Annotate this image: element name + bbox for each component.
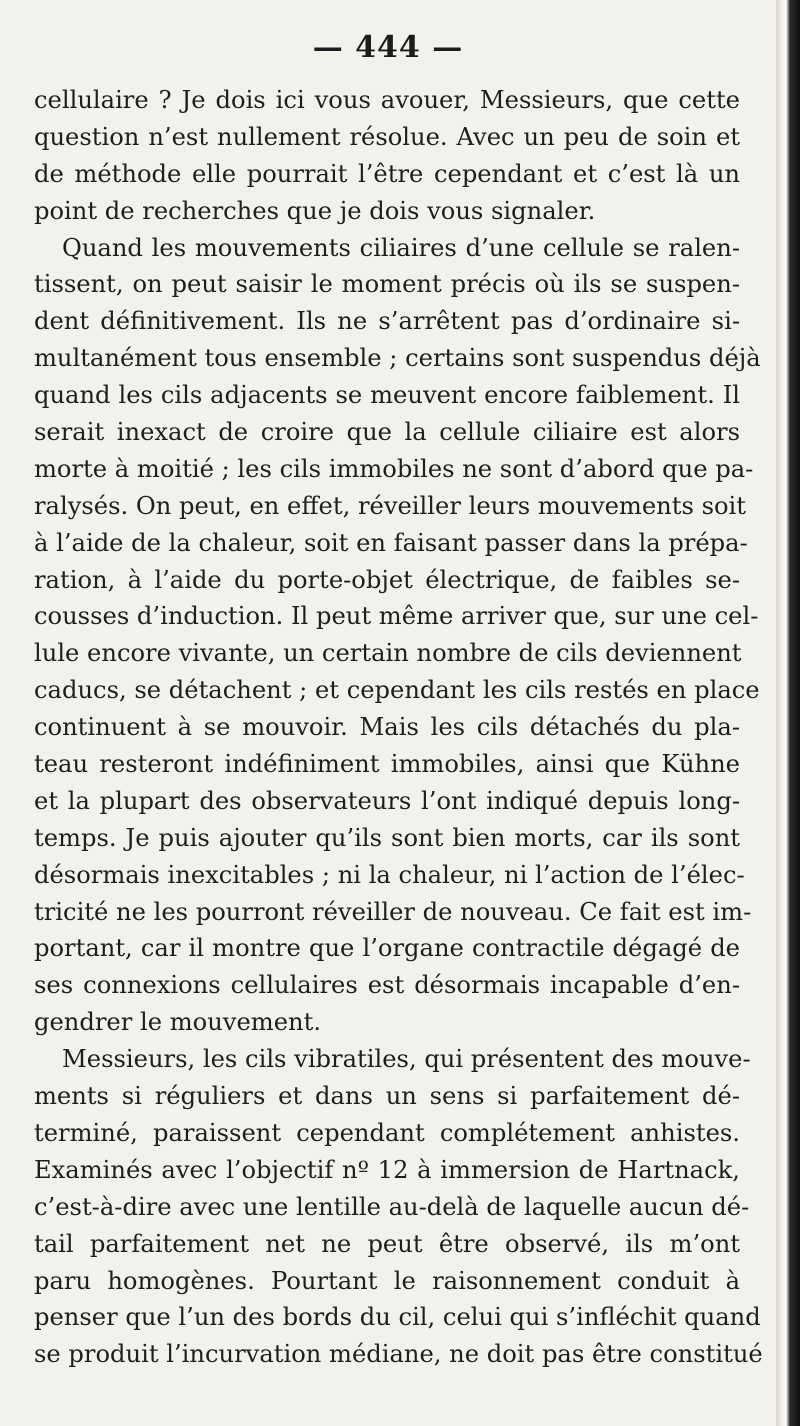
body-text [34, 82, 763, 1373]
text-line: ralysés. On peut, en effet, réveiller leurs mouvements soit [34, 491, 747, 520]
text-line: question n’est nullement résolue. Avec un peu de soin et [34, 122, 740, 151]
text-line: paru homogènes. Pourtant le raisonnement conduit à [34, 1266, 740, 1295]
text-line: tissent, on peut saisir le moment précis où ils se suspen- [34, 270, 740, 299]
text-line: Examinés avec l’objectif nº 12 à immersion de Hartnack, [34, 1155, 740, 1184]
text-line: temps. Je puis ajouter qu’ils sont bien morts, car ils sont [34, 823, 740, 852]
text-line: désormais inexcitables ; ni la chaleur, ni l’action de l’élec- [34, 860, 745, 889]
text-line: teau resteront indéfiniment immobiles, ainsi que Kühne [34, 750, 740, 779]
text-line: et la plupart des observateurs l’ont indiqué depuis long- [34, 786, 740, 815]
text-line: ration, à l’aide du porte-objet électrique, de faibles se- [34, 565, 740, 594]
text-line: à l’aide de la chaleur, soit en faisant passer dans la prépa- [34, 528, 748, 557]
text-line: de méthode elle pourrait l’être cependant et c’est là un [34, 159, 740, 188]
text-line: continuent à se mouvoir. Mais les cils détachés du pla- [34, 713, 740, 742]
text-line: terminé, paraissent cependant complétement anhistes. [34, 1118, 740, 1147]
text-line: ments si réguliers et dans un sens si parfaitement dé- [34, 1082, 740, 1111]
text-line: cousses d’induction. Il peut même arriver que, sur une cel- [34, 602, 759, 631]
text-line: quand les cils adjacents se meuvent encore faiblement. Il [34, 381, 740, 410]
text-line: cellulaire ? Je dois ici vous avouer, Messieurs, que cette [34, 86, 740, 114]
text-line: tricité ne les pourront réveiller de nouveau. Ce fait est im- [34, 897, 752, 926]
text-line: dent définitivement. Ils ne s’arrêtent pas d’ordinaire si- [34, 307, 740, 336]
page-edge-shadow [776, 0, 800, 1426]
text-line: multanément tous ensemble ; certains sont suspendus déjà [34, 344, 761, 373]
text-line: lule encore vivante, un certain nombre de cils deviennent [34, 639, 742, 668]
text-line: serait inexact de croire que la cellule ciliaire est alors [34, 418, 740, 447]
text-line: caducs, se détachent ; et cependant les cils restés en place [34, 676, 760, 705]
text-line: Quand les mouvements ciliaires d’une cellule se ralen- [62, 233, 740, 262]
text-line: tail parfaitement net ne peut être observé, ils m’ont [34, 1229, 740, 1258]
text-line: ses connexions cellulaires est désormais incapable d’en- [34, 971, 740, 1000]
text-line: c’est-à-dire avec une lentille au-delà de laquelle aucun dé- [34, 1192, 750, 1221]
text-line: se produit l’incurvation médiane, ne doit pas être constitué [34, 1340, 763, 1369]
text-line: Messieurs, les cils vibratiles, qui présentent des mouve- [62, 1045, 751, 1074]
text-line: portant, car il montre que l’organe contractile dégagé de [34, 934, 740, 963]
text-line: penser que l’un des bords du cil, celui qui s’infléchit quand [34, 1303, 761, 1332]
text-line: gendrer le mouvement. [34, 1008, 322, 1037]
text-line: morte à moitié ; les cils immobiles ne sont d’abord que pa- [34, 454, 754, 483]
text-line: point de recherches que je dois vous signaler. [34, 196, 596, 225]
page-number: — 444 — [312, 30, 464, 65]
